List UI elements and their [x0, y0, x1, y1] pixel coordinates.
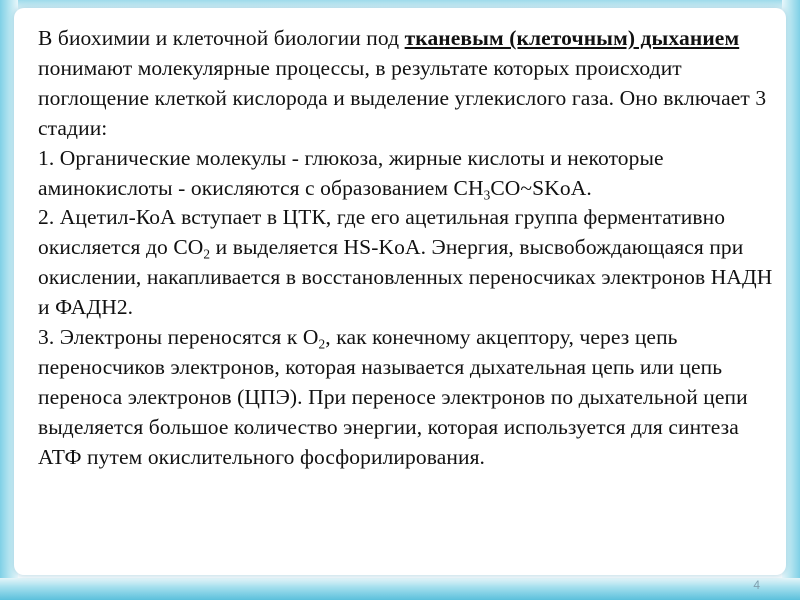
stage-2-subscript: 2	[203, 247, 211, 262]
stage-2-paragraph	[38, 203, 778, 323]
stage-2-text: 2. Ацетил-КоА вступает в ЦТК, где его ацетильная группа ферментативно окисляется до CO	[38, 205, 726, 260]
slide-body-text	[38, 24, 778, 473]
intro-paragraph	[38, 24, 778, 144]
stage-3-text: 3. Электроны переносятся к O	[38, 325, 319, 350]
stage-3-paragraph	[38, 323, 778, 473]
content-panel	[14, 8, 786, 575]
slide-frame-bottom	[0, 578, 800, 600]
intro-text-end: понимают молекулярные процессы, в результате которых происходит поглощение клеткой кислорода и выделение углекислого газа. Оно включает 3 стадии:	[38, 55, 767, 140]
stage-3-subscript: 2	[318, 336, 326, 352]
stage-1-formula-tail: CO~SKoA.	[490, 175, 592, 200]
defined-term: тканевым (клеточным) дыханием	[404, 26, 740, 50]
stage-1-subscript: 3	[483, 187, 491, 203]
intro-text-start: В биохимии и клеточной биологии под	[38, 26, 405, 50]
stage-2-text-end: и выделяется HS-KoA. Энергия, высвобождающаяся при окислении, накапливается в восстановленных переносчиках электронов НАДН и ФАДН2.	[38, 235, 773, 320]
page-number: 4	[753, 578, 760, 592]
stage-1-paragraph	[38, 144, 778, 204]
stage-3-text-end: , как конечному акцептору, через цепь переносчиков электронов, которая называется дыхательная цепь или цепь переноса электронов (ЦПЭ). При переносе электронов по дыхательной цепи выделяется большое количество энергии, которая используется для синтеза АТФ путем окислительного фосфорилирования.	[38, 325, 748, 469]
stage-1-text: 1. Органические молекулы - глюкоза, жирные кислоты и некоторые аминокислоты - окисляются с образованием CH	[38, 145, 664, 200]
